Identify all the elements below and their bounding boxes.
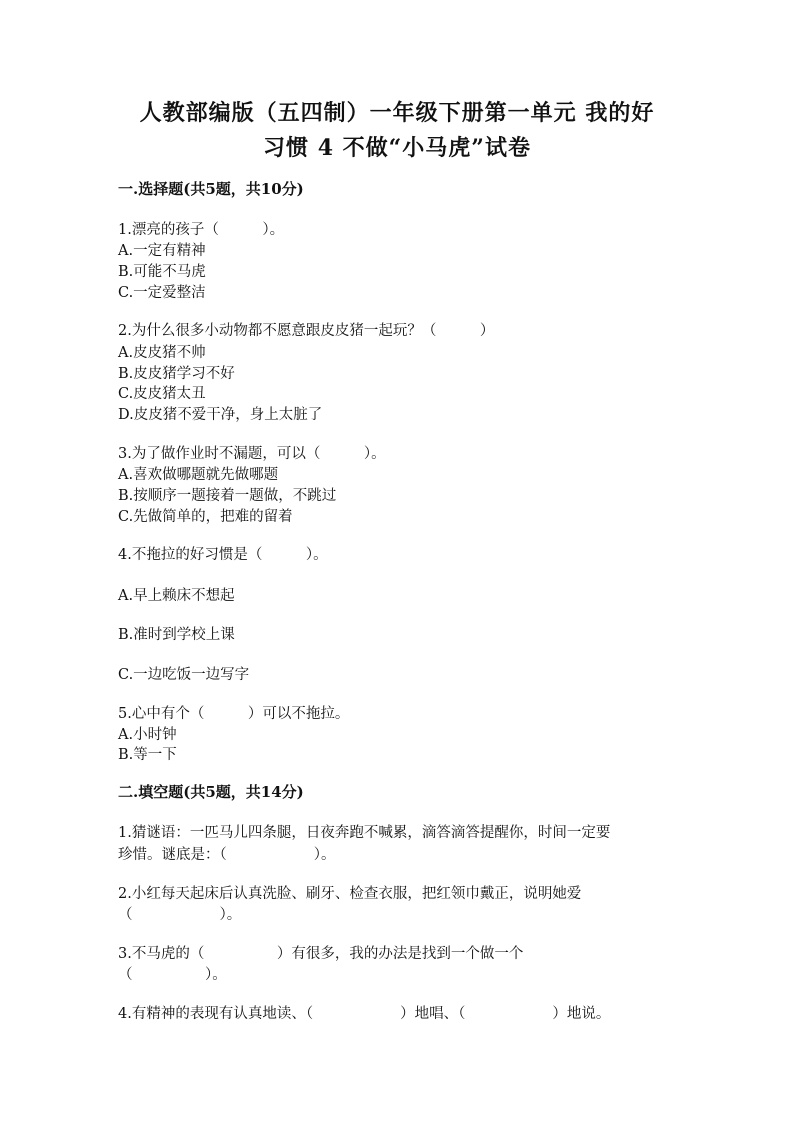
choice-question-3-stem: 3.为了做作业时不漏题，可以（ ）。 xyxy=(118,446,386,462)
choice-question-3-option-c: C.先做简单的，把难的留着 xyxy=(118,509,293,525)
fill-question-3-line-1: 3.不马虎的（ ）有很多，我的办法是找到一个做一个 xyxy=(118,946,524,962)
choice-question-2-option-d: D.皮皮猪不爱干净，身上太脏了 xyxy=(118,407,323,423)
fill-question-2-line-2: （ ）。 xyxy=(118,907,242,923)
exam-title-line-2: 习惯 4 不做“小马虎”试卷 xyxy=(263,135,531,161)
choice-question-5-stem: 5.心中有个（ ）可以不拖拉。 xyxy=(118,706,350,722)
choice-question-1-option-b: B.可能不马虎 xyxy=(118,264,206,280)
choice-question-4-stem: 4.不拖拉的好习惯是（ ）。 xyxy=(118,547,328,563)
choice-question-2-option-a: A.皮皮猪不帅 xyxy=(118,345,206,361)
fill-question-3-line-2: （ ）。 xyxy=(118,967,227,983)
choice-question-2-option-b: B.皮皮猪学习不好 xyxy=(118,366,235,382)
choice-question-3-option-b: B.按顺序一题接着一题做，不跳过 xyxy=(118,488,337,504)
fill-question-4-line-1: 4.有精神的表现有认真地读、（ ）地唱、（ ）地说。 xyxy=(118,1006,611,1022)
choice-question-3-option-a: A.喜欢做哪题就先做哪题 xyxy=(118,467,279,483)
fill-question-1-line-2: 珍惜。谜底是：（ ）。 xyxy=(118,847,336,863)
exam-title-line-1: 人教部编版（五四制）一年级下册第一单元 我的好 xyxy=(139,100,655,126)
choice-question-2-option-c: C.皮皮猪太丑 xyxy=(118,386,206,402)
choice-question-4-option-b: B.准时到学校上课 xyxy=(118,627,235,643)
section-heading-fill-blank: 二.填空题(共5题，共14分) xyxy=(118,783,304,801)
choice-question-4-option-c: C.一边吃饭一边写字 xyxy=(118,667,250,683)
choice-question-1-option-c: C.一定爱整洁 xyxy=(118,285,206,301)
fill-question-2-line-1: 2.小红每天起床后认真洗脸、刷牙、检查衣服，把红领巾戴正，说明她爱 xyxy=(118,886,582,902)
choice-question-5-option-b: B.等一下 xyxy=(118,747,177,763)
choice-question-2-stem: 2.为什么很多小动物都不愿意跟皮皮猪一起玩？（ ） xyxy=(118,323,495,339)
choice-question-1-stem: 1.漂亮的孩子（ ）。 xyxy=(118,222,285,238)
choice-question-1-option-a: A.一定有精神 xyxy=(118,243,206,259)
choice-question-5-option-a: A.小时钟 xyxy=(118,727,177,743)
section-heading-choice: 一.选择题(共5题，共10分) xyxy=(118,180,304,198)
choice-question-4-option-a: A.早上赖床不想起 xyxy=(118,588,235,604)
fill-question-1-line-1: 1.猜谜语：一匹马儿四条腿，日夜奔跑不喊累，滴答滴答提醒你，时间一定要 xyxy=(118,825,611,841)
